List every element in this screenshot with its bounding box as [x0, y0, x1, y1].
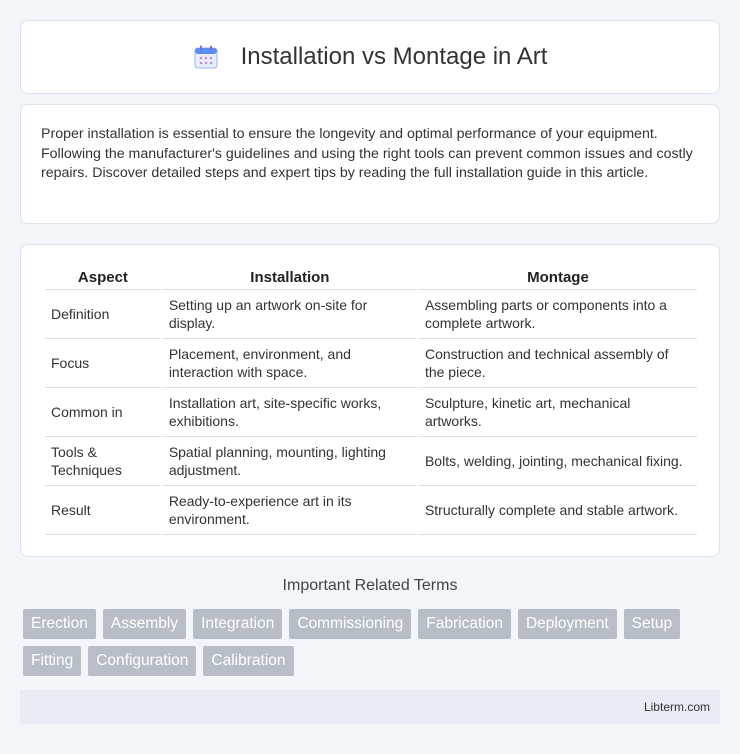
table-cell: Definition [45, 290, 161, 339]
intro-card [20, 104, 720, 224]
footer [20, 690, 720, 724]
table-cell: Spatial planning, mounting, lighting adjustment. [163, 437, 417, 486]
tag-fabrication[interactable]: Fabrication [418, 609, 511, 639]
table-row [45, 339, 697, 388]
calendar-icon [193, 44, 219, 70]
table-cell: Installation art, site-specific works, exhibitions. [163, 388, 417, 437]
tag-calibration[interactable]: Calibration [203, 646, 293, 676]
tag-assembly[interactable]: Assembly [103, 609, 186, 639]
table-cell: Result [45, 486, 161, 535]
header-aspect: Aspect [45, 267, 161, 290]
intro-text: Proper installation is essential to ensure the longevity and optimal performance of your equipment. Following the manufacturer's guidelines and using the right tools can prevent common issues and costly repairs. Discover detailed steps and expert tips by reading the full installation guide in this article. [41, 126, 693, 181]
table-row [45, 290, 697, 339]
table-row [45, 437, 697, 486]
table-cell: Ready-to-experience art in its environment. [163, 486, 417, 535]
table-cell: Bolts, welding, jointing, mechanical fixing. [419, 437, 697, 486]
table-header-row [45, 267, 697, 290]
tag-configuration[interactable]: Configuration [88, 646, 196, 676]
tag-integration[interactable]: Integration [193, 609, 282, 639]
tag-erection[interactable]: Erection [23, 609, 96, 639]
title-card [20, 20, 720, 94]
header-montage: Montage [419, 267, 697, 290]
table-cell: Construction and technical assembly of the piece. [419, 339, 697, 388]
tag-deployment[interactable]: Deployment [518, 609, 617, 639]
comparison-table-card [20, 244, 720, 557]
tag-fitting[interactable]: Fitting [23, 646, 81, 676]
tag-commissioning[interactable]: Commissioning [289, 609, 411, 639]
table-cell: Structurally complete and stable artwork. [419, 486, 697, 535]
related-terms-title: Important Related Terms [282, 577, 458, 594]
table-cell: Sculpture, kinetic art, mechanical artworks. [419, 388, 697, 437]
table-row [45, 486, 697, 535]
footer-link[interactable]: Libterm.com [643, 700, 710, 714]
table-cell: Focus [45, 339, 161, 388]
table-cell: Assembling parts or components into a complete artwork. [419, 290, 697, 339]
table-cell: Setting up an artwork on-site for display. [163, 290, 417, 339]
comparison-table [43, 267, 699, 535]
table-cell: Common in [45, 388, 161, 437]
table-cell: Tools & Techniques [45, 437, 161, 486]
header-installation: Installation [163, 267, 417, 290]
tag-setup[interactable]: Setup [624, 609, 681, 639]
table-row [45, 388, 697, 437]
table-cell: Placement, environment, and interaction with space. [163, 339, 417, 388]
page-title: Installation vs Montage in Art [240, 43, 548, 70]
related-terms-tags [23, 609, 723, 676]
